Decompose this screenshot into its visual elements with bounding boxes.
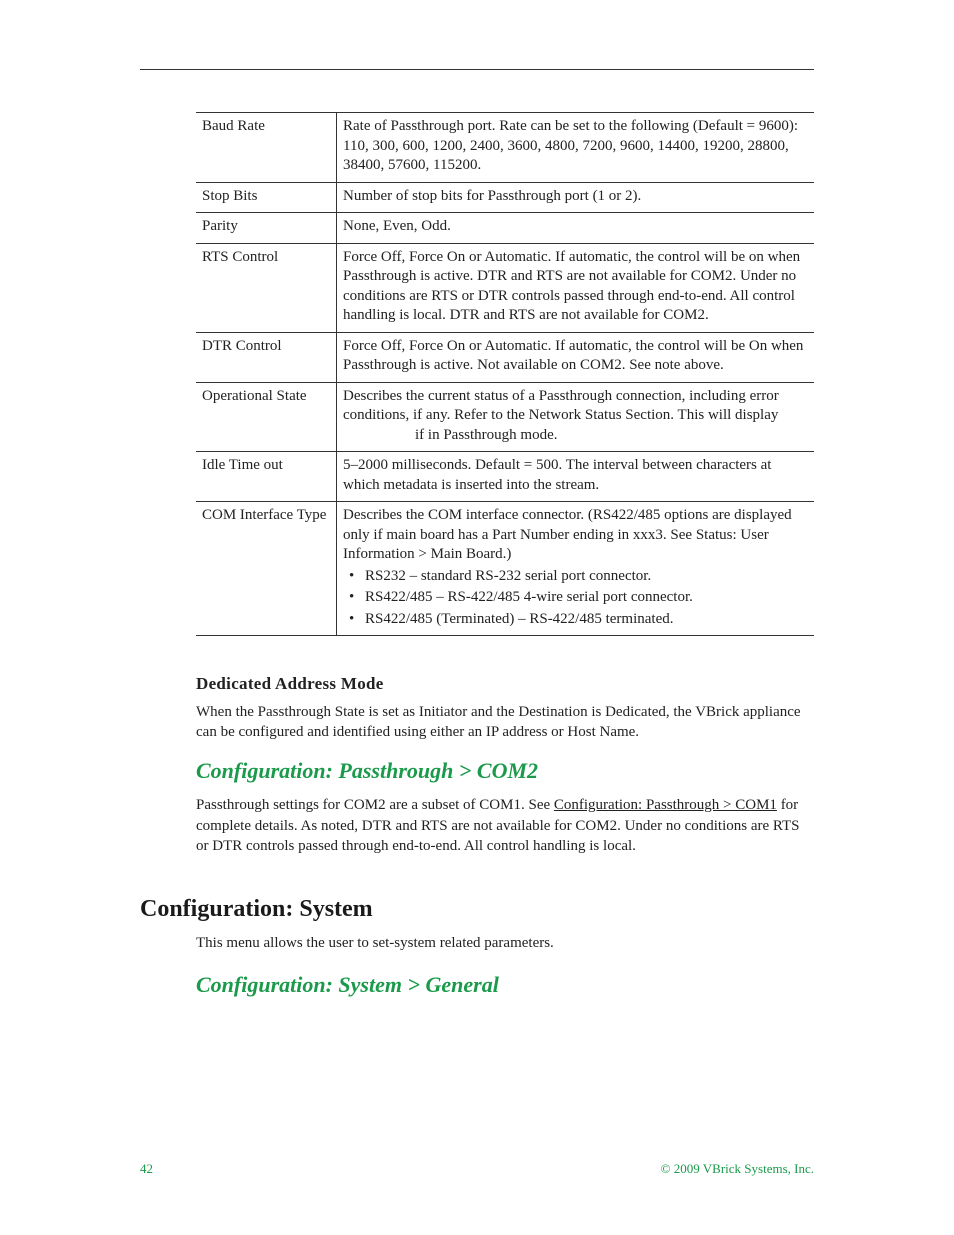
copyright: © 2009 VBrick Systems, Inc. bbox=[660, 1161, 814, 1176]
param-desc: None, Even, Odd. bbox=[337, 213, 815, 244]
table-row bbox=[196, 113, 814, 183]
com1-link[interactable]: Configuration: Passthrough > COM1 bbox=[553, 797, 777, 813]
com2-heading: Configuration: Passthrough > COM2 bbox=[196, 758, 539, 783]
table-row bbox=[196, 452, 814, 502]
param-desc: Force Off, Force On or Automatic. If automatic, the control will be on when Passthrough is active. DTR and RTS are not available for COM2. Under no conditions are RTS or DTR controls passed through end-to-end. All control handling is local. DTR and RTS are not available for COM2. bbox=[337, 243, 815, 332]
list-item: • RS422/485 (Terminated) – RS-422/485 terminated. bbox=[349, 610, 674, 627]
header-rule bbox=[140, 69, 814, 70]
dedicated-heading: Dedicated Address Mode bbox=[196, 674, 384, 693]
param-name: Operational State bbox=[196, 382, 337, 452]
list-item: • RS232 – standard RS-232 serial port connector. bbox=[349, 567, 652, 584]
table-row bbox=[196, 382, 814, 452]
param-desc-text: Describes the current status of a Passthrough connection, including error conditions, if any. Refer to the Network Status Section. This will display bbox=[343, 387, 779, 423]
param-desc: Force Off, Force On or Automatic. If automatic, the control will be On when Passthrough is active. Not available on COM2. See note above. bbox=[337, 332, 815, 382]
table-row bbox=[196, 182, 814, 213]
param-desc bbox=[337, 502, 815, 636]
system-general-heading: Configuration: System > General bbox=[196, 972, 499, 997]
com2-text: Passthrough settings for COM2 are a subset of COM1. See Configuration: Passthrough > COM1 for complete details. As noted, DTR and RTS are not available for COM2. Under no conditions are RTS or DTR controls passed through end-to-end. All control handling is local. bbox=[196, 797, 800, 854]
table-row bbox=[196, 243, 814, 332]
system-text: This menu allows the user to set-system related parameters. bbox=[196, 935, 554, 951]
param-desc-text: Describes the COM interface connector. (RS422/485 options are displayed only if main board has a Part Number ending in xxx3. See Status: User Information > Main Board.) bbox=[343, 507, 792, 562]
param-desc bbox=[337, 382, 815, 452]
param-desc-text: if in Passthrough mode. bbox=[415, 426, 558, 443]
param-name: Idle Time out bbox=[196, 452, 337, 502]
param-name: RTS Control bbox=[196, 243, 337, 332]
param-desc: 5–2000 milliseconds. Default = 500. The interval between characters at which metadata is inserted into the stream. bbox=[337, 452, 815, 502]
table-row bbox=[196, 213, 814, 244]
param-name: COM Interface Type bbox=[196, 502, 337, 636]
table-row bbox=[196, 332, 814, 382]
parameters-table bbox=[196, 112, 814, 636]
param-desc: Number of stop bits for Passthrough port (1 or 2). bbox=[337, 182, 815, 213]
page-number: 42 bbox=[140, 1161, 153, 1176]
list-item: • RS422/485 – RS-422/485 4-wire serial port connector. bbox=[349, 589, 693, 605]
table-row bbox=[196, 502, 814, 636]
param-name: Stop Bits bbox=[196, 182, 337, 213]
param-name: Parity bbox=[196, 213, 337, 244]
param-name: DTR Control bbox=[196, 332, 337, 382]
param-desc: Rate of Passthrough port. Rate can be set to the following (Default = 9600): 110, 300, 600, 1200, 2400, 3600, 4800, 7200, 9600, 14400, 19200, 28800, 38400, 57600, 115200. bbox=[337, 113, 815, 183]
param-name: Baud Rate bbox=[196, 113, 337, 183]
system-heading: Configuration: System bbox=[140, 896, 373, 922]
dedicated-text: When the Passthrough State is set as Initiator and the Destination is Dedicated, the VBrick appliance can be configured and identified using either an IP address or Host Name. bbox=[196, 704, 801, 740]
bullet-list bbox=[343, 567, 808, 630]
